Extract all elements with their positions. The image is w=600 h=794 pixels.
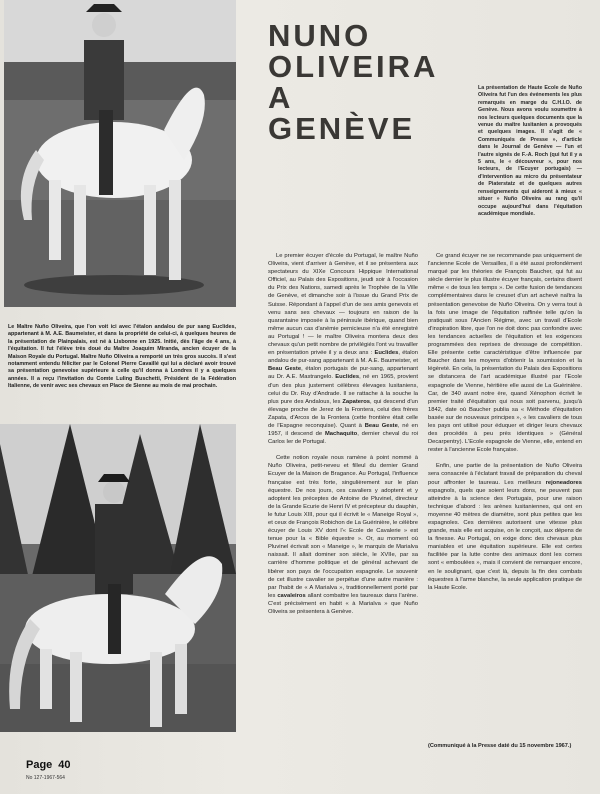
text-run: Enfin, une partie de la présentation de Nuño Oliveira sera consacrée à l'éclatant travail de préparation du cheval pour affronter le taureau. Les meilleurs bbox=[428, 463, 582, 486]
text-run: , étalon portugais de pur-sang, appartenant au Dr. A.E. Mastrangelo. bbox=[268, 366, 419, 381]
horse-name: Beau Geste bbox=[268, 366, 302, 373]
page-word: Page bbox=[26, 759, 53, 771]
article-column-1 bbox=[268, 252, 418, 616]
photo-rider-on-white-horse bbox=[4, 0, 236, 307]
term: rejoneadores bbox=[545, 479, 582, 486]
article-column-2 bbox=[428, 252, 582, 592]
text-run: Le premier écuyer d'école du Portugal, le maître Nuño Oliveira, vient d'arriver à Genève, et il se présentera aux spectateurs du XIXe Concours Hippique International Officiel, au Palais des Expositions, jeudi soir à l'occasion du Prix des Nations, samedi après le Trophée de la Ville de Genève, et dimanche soir à l'issue du Grand Prix de Suisse. Répondant à l'appel d'un de ses amis genevois et venu sans ses chevaux — toujours en raison de la quarantaine imposée à la péninsule ibérique, quand bien même aucun cas d'anémie pernicieuse n'a été enregistré au Portugal ! — le maître Oliveira montera deux des chevaux qu'un petit nombre de privilégiés l'ont vu travailler en présentation privée il y a deux ans : bbox=[268, 253, 418, 357]
text-run: allant combattre les taureaux dans l'arène. C'est précisément en habit « à Marialva » que Nuño Oliveira se présentera à Genève. bbox=[268, 592, 418, 616]
photo-caption: Le Maître Nuño Oliveira, que l'on voit ici avec l'étalon andalou de pur sang Euclides, appartenant à M. A.E. Baumeister, et dans la propriété de celui-ci, à quelques heures de la présentation de Plainpalais, est né à Lisbonne en 1925. Initié, dès l'âge de 4 ans, à l'équitation. Il fut l'élève très doué du Maître Joaquim Miranda, ancien écuyer de la Maison Royale du Portugal. Maître Nuño Oliveira a remporté un très gros succès. Il s'est notamment entendu féliciter par le Colonel Pierre Cavaillé qui lui a déclaré avoir trouvé sa présentation genevoise supérieure à celle qu'il donna à Londres il y a quelques années. Il a reçu l'invitation du Comte Luling Buschetti, Président de la Fédération Italienne, de venir avec ses chevaux en Place de Sienne au mois de mai prochain. bbox=[8, 324, 236, 390]
title-line-1: NUNO bbox=[268, 18, 372, 53]
title-line-3: A bbox=[268, 80, 294, 115]
paragraph bbox=[268, 454, 418, 616]
text-run: Cette notion royale nous ramène à point nommé à Nuño Oliveira, petit-neveu et filleul du dernier Grand Ecuyer de la Maison de Bragance. Au Portugal, l'influence française est très forte, singulièrement sur le plan équestre. De nos jours, ces cavaliers y adoptent et y adoptent les préceptes de Antoine de Pluvinel, directeur de la Grande Ecurie de Henri IV et précepteur du dauphin, le futur Louis XIII, pour qui il écrivit le « Maneige Royal », et ceux de François Robichon de La Guérinière, le célèbre écuyer de Louis XV dont l'« Ecole de Cavalerie » est tenue pour la « Bible équestre ». Or, au moment où Pluvinel écrivait son « Maneige », le marquis de Marialva naissait. Il allait dominer son siècle, le XVIIe, par sa carrière d'homme politique et de général achevant de libérer son pays de l'occupation espagnole. Le souvenir de cet illustre cavalier se perpétue d'une autre manière : par l'habit de « A Marialva », traditionnellement porté par les bbox=[268, 455, 418, 599]
paragraph bbox=[268, 252, 418, 446]
paragraph: Ce grand écuyer ne se recommande pas uniquement de l'ancienne Ecole de Versailles, il a été aussi profondément marqué par les théories de François Baucher, qui fut au siècle dernier le plus illustre écuyer français, certains disent même « de tous les temps ». De cette fusion de tendances complémentaires dans le creuset d'un art achevé naîtra la présentation genevoise de Nuño Oliveira. On y verra tout à la fois une image de l'équitation raffinée telle qu'on la pratiquait sous l'Ancien Régime, avec un travail d'Ecole d'inspiration libre, que l'on ne doit donc pas confondre avec les tendances actuelles de l'équitation et les exigences programmées des reprises de dressage de compétition. Elle présente cette caractéristique d'être influencée par Baucher dans les moyens d'obtenir la soumission et la légèreté. En cela, la présentation du Palais des Expositions se distancera de l'art académique illustré par l'Ecole espagnole de Vienne, héritière elle aussi de La Guérinière. Car, de 340 avant notre ère, quand Xénophon écrivit le premier traité d'équitation qui nous soit parvenu, jusqu'à 1842, date où Baucher publia sa « Méthode d'équitation basée sur de nouveaux principes », « les cavaliers de tous les pays ont utilisé pour éduquer et diriger leurs chevaux des procédés à peu près identiques » (Général Decarpentry). L'Ecole espagnole de Vienne, elle, entend en rester à l'ancienne Ecole française. bbox=[428, 253, 582, 454]
page-number: 40 bbox=[58, 759, 71, 771]
horse-name: Euclides bbox=[335, 374, 360, 381]
horse-name: Beau Geste bbox=[364, 422, 398, 429]
text-run: espagnols, quels que soient leurs dons, ne peuvent pas atteindre à la science des Portugais, pour une raison technique d'abord : les arènes lusitaniennes, qui ont en moyenne 40 mètres de diamètre, sont plus petites que les espagnoles. Ces dernières autorisent une vitesse plus grande, mais elle est acquise, on le conçoit, aux dépens de la finesse. Au Portugal, on exige donc des chevaux plus maniables et une équitation supérieure. Elle est certes facilitée par la lutte contre des animaux dont les cornes sont « emboulées », mais il convient de remarquer encore, en le soulignant, que c'est là, depuis la fin des combats équestres à l'arme blanche, la seule application pratique de la Haute Ecole. bbox=[428, 487, 582, 591]
horse-name: Machaquito bbox=[324, 431, 358, 438]
issue-number: No 127-1967-564 bbox=[26, 775, 65, 781]
title-line-2: OLIVEIRA bbox=[268, 49, 439, 84]
text-run: , né en 1965, provient d'un des plus justement célèbres élevages lusitaniens, celui du Dr. Ruy d'Andrade. Il se rattache à la souche la plus pure des Andalous, les bbox=[268, 374, 418, 405]
press-footnote: (Communiqué à la Presse daté du 15 novembre 1967.) bbox=[428, 743, 572, 749]
horse-lineage: Zapateros bbox=[342, 398, 371, 405]
title-line-4: GENÈVE bbox=[268, 111, 416, 146]
text-run: , né en 1957, il descend de bbox=[268, 422, 418, 438]
text-run: , étalon andalou de pur-sang appartenant à M. A.E. Baumeister, et bbox=[268, 350, 418, 365]
article-title bbox=[268, 20, 478, 144]
term: cavaleiros bbox=[277, 592, 306, 599]
page-label bbox=[26, 759, 71, 771]
text-run: , qui descend d'un élevage proche de Jerez de la Frontera, celui des frères Zapata, d'Arcos de la Frontera (cette frontière était celle de l'Espagne reconquise). Quant à bbox=[268, 398, 418, 429]
paragraph bbox=[428, 462, 582, 592]
photo-rider-among-trees bbox=[0, 424, 236, 732]
intro-text: La présentation de Haute Ecole de Nuño Oliveira fut l'un des événements les plus remarqués en marge du C.H.I.O. de Genève. Nous avons voulu soumettre à nos lecteurs quelques documents que la venue du maître lusitanien a provoqués et quelques images. Il s'agit de « Communiqués de Presse », d'article dans le Journal de Genève — l'un et l'autre signés de F.-A. Roch (qui fut il y a 5 ans, le « découvreur », pour nos lecteurs, de l'Ecuyer portugais) — d'intervention au micro du présentateur de Piaterstatz et de quelques autres renseignements qui aideront à mieux « situer » Nuño Oliveira au rang qu'il occupe aujourd'hui dans l'équitation académique mondiale. bbox=[478, 85, 582, 217]
text-run: , dernier cheval du roi Carlos Ier de Portugal. bbox=[268, 431, 418, 446]
horse-name: Euclides bbox=[374, 350, 399, 357]
